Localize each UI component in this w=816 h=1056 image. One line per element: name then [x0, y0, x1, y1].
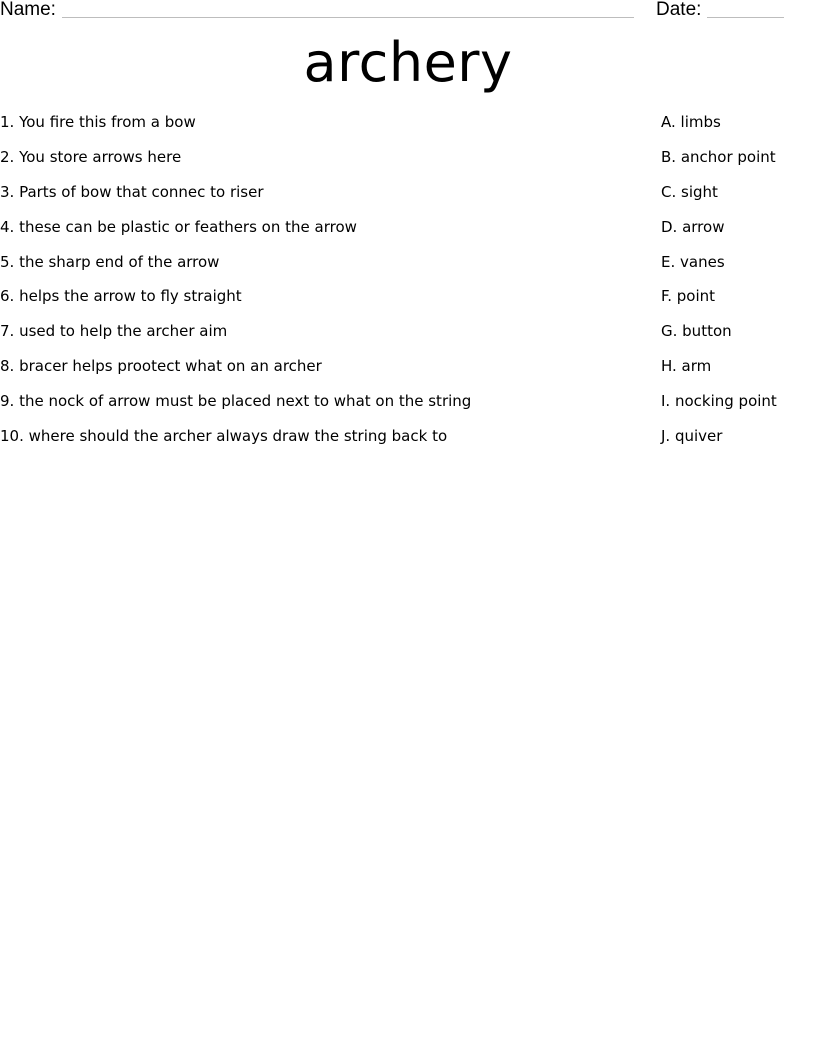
clue-list	[0, 111, 640, 460]
clue-item: 6. helps the arrow to fly straight	[0, 287, 242, 306]
answer-item: D. arrow	[661, 217, 725, 236]
answer-item: F. point	[661, 287, 716, 306]
answer-item: I. nocking point	[661, 392, 777, 411]
clue-item: 4. these can be plastic or feathers on the arrow	[0, 217, 357, 236]
answer-item: E. vanes	[661, 252, 725, 271]
worksheet-header	[0, 0, 816, 24]
clue-item: 1. You fire this from a bow	[0, 113, 196, 131]
clue-item: 3. Parts of bow that connec to riser	[0, 182, 264, 201]
date-blank-line	[707, 17, 784, 18]
date-label: Date:	[656, 0, 702, 20]
name-label: Name:	[0, 0, 56, 20]
answer-item: J. quiver	[661, 427, 723, 446]
answer-item: H. arm	[661, 357, 712, 376]
clue-item: 9. the nock of arrow must be placed next to what on the string	[0, 392, 472, 411]
name-blank-line	[62, 17, 634, 18]
clue-item: 2. You store arrows here	[0, 147, 182, 166]
answer-item: C. sight	[661, 182, 718, 201]
worksheet-title: archery	[303, 31, 513, 94]
answer-list	[661, 111, 816, 460]
clue-item: 7. used to help the archer aim	[0, 322, 228, 341]
answer-item: B. anchor point	[661, 147, 776, 166]
clue-item: 10. where should the archer always draw the string back to	[0, 427, 448, 446]
clue-item: 8. bracer helps prootect what on an archer	[0, 357, 322, 376]
answer-item: G. button	[661, 322, 732, 341]
clue-item: 5. the sharp end of the arrow	[0, 252, 220, 271]
answer-item: A. limbs	[661, 113, 721, 131]
